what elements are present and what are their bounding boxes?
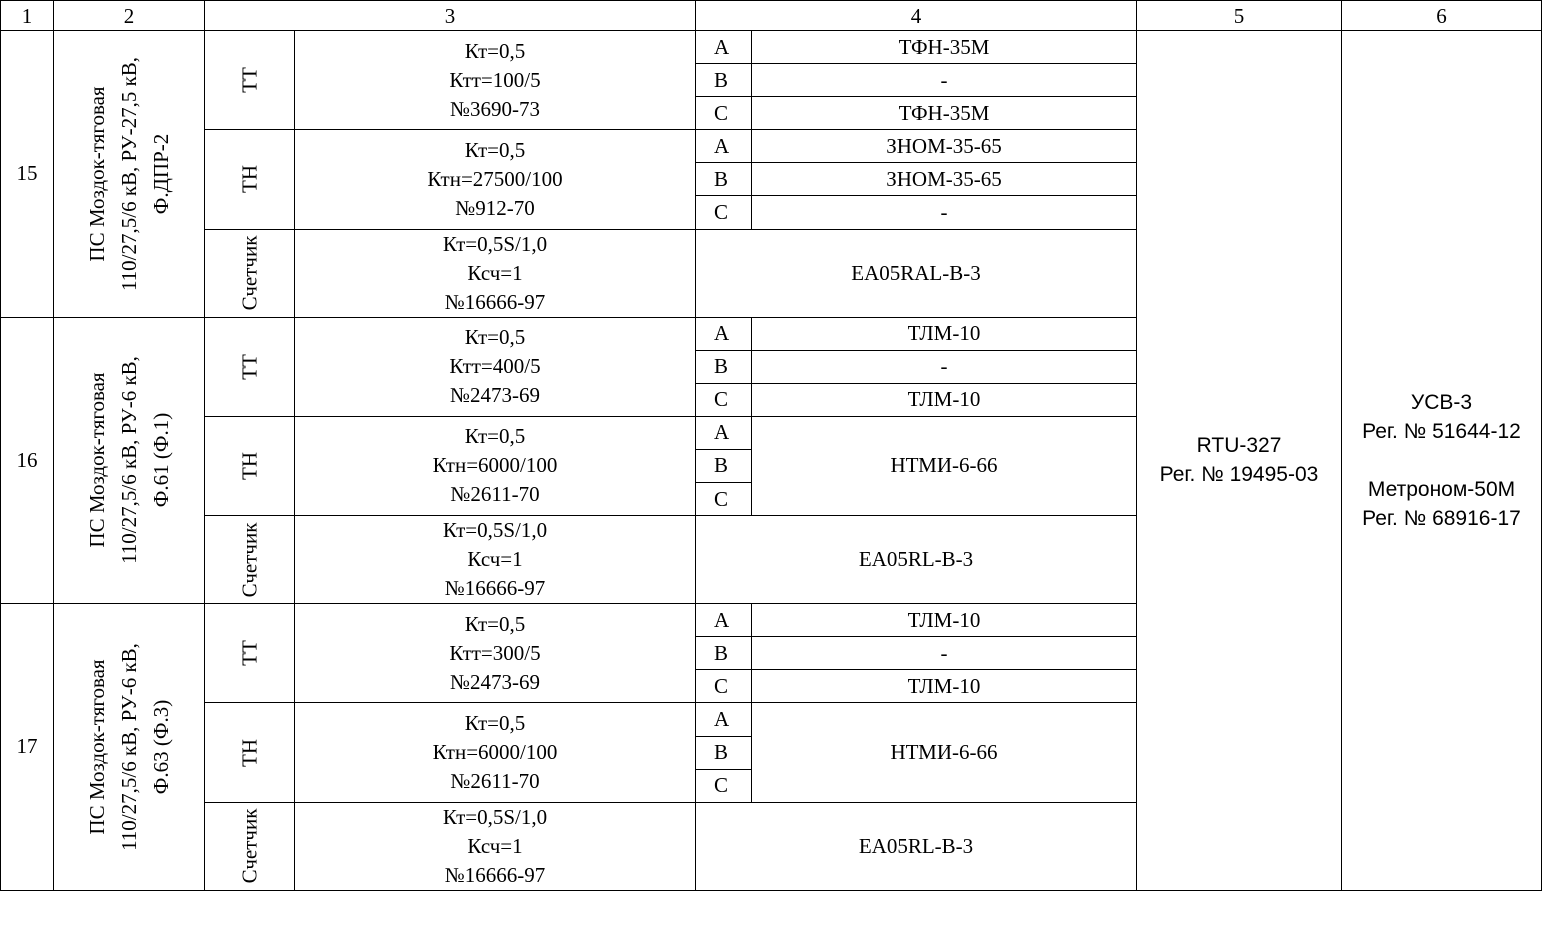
param-line: Ктт=300/5 xyxy=(449,640,541,665)
row-number: 17 xyxy=(1,604,54,891)
param-line: Кт=0,5 xyxy=(464,611,526,636)
sync-line xyxy=(1342,446,1541,475)
phase-label: A xyxy=(696,31,752,64)
controller-cell xyxy=(1137,31,1342,891)
object-line: Ф.63 (Ф.3) xyxy=(149,699,173,795)
object-name xyxy=(54,604,205,891)
object-line: 110/27,5/6 кВ, РУ-27,5 кВ, xyxy=(117,56,141,291)
param-line: Ктн=6000/100 xyxy=(432,453,558,478)
param-line: Ксч=1 xyxy=(467,833,523,858)
sync-line: УСВ-3 xyxy=(1410,390,1473,414)
meter-label: Счетчик xyxy=(205,802,295,890)
phase-model: НТМИ-6-66 xyxy=(752,703,1137,802)
phase-label: B xyxy=(696,449,752,482)
tn-label: ТН xyxy=(205,703,295,802)
phase-model: ЗНОМ-35-65 xyxy=(752,130,1137,163)
tn-params xyxy=(295,416,696,515)
header-col-3: 3 xyxy=(205,1,696,31)
phase-label: A xyxy=(696,416,752,449)
row-number: 16 xyxy=(1,317,54,604)
header-col-4: 4 xyxy=(696,1,1137,31)
object-line: Ф.61 (Ф.1) xyxy=(149,413,173,508)
object-line: ПС Моздок-тяговая xyxy=(85,86,109,262)
phase-label: C xyxy=(696,483,752,516)
controller-line: Рег. № 19495-03 xyxy=(1159,463,1319,487)
phase-model: - xyxy=(752,637,1137,670)
param-line: №912-70 xyxy=(455,195,535,220)
phase-model: - xyxy=(752,64,1137,97)
phase-label: A xyxy=(696,130,752,163)
phase-model: ТЛМ-10 xyxy=(752,383,1137,416)
header-col-1: 1 xyxy=(1,1,54,31)
phase-label: B xyxy=(696,350,752,383)
header-col-6: 6 xyxy=(1342,1,1542,31)
param-line: №16666-97 xyxy=(444,862,546,887)
param-line: Ктн=6000/100 xyxy=(432,740,558,765)
meter-params xyxy=(295,229,696,317)
param-line: Ксч=1 xyxy=(467,260,523,285)
table-row xyxy=(1,31,1542,64)
tt-label: ТТ xyxy=(205,31,295,130)
phase-model: ТЛМ-10 xyxy=(752,317,1137,350)
phase-model: ТЛМ-10 xyxy=(752,604,1137,637)
controller-line: RTU-327 xyxy=(1196,434,1282,458)
tt-params xyxy=(295,604,696,703)
meter-params xyxy=(295,516,696,604)
param-line: Кт=0,5S/1,0 xyxy=(442,518,548,543)
meter-model: EA05RL-B-3 xyxy=(696,516,1137,604)
phase-model: ТФН-35М xyxy=(752,97,1137,130)
param-line: Кт=0,5S/1,0 xyxy=(442,804,548,829)
param-line: №2611-70 xyxy=(450,482,540,507)
param-line: Кт=0,5 xyxy=(464,711,526,736)
phase-label: B xyxy=(696,736,752,769)
phase-model: - xyxy=(752,350,1137,383)
tt-params xyxy=(295,317,696,416)
object-line: Ф.ДПР-2 xyxy=(149,133,173,215)
tt-params xyxy=(295,31,696,130)
object-name xyxy=(54,31,205,318)
object-line: 110/27,5/6 кВ, РУ-6 кВ, xyxy=(117,642,141,851)
header-col-5: 5 xyxy=(1137,1,1342,31)
meter-params xyxy=(295,802,696,890)
param-line: Ктт=400/5 xyxy=(449,354,541,379)
param-line: №16666-97 xyxy=(444,576,546,601)
object-line: ПС Моздок-тяговая xyxy=(85,372,109,548)
tn-label: ТН xyxy=(205,130,295,229)
object-line: ПС Моздок-тяговая xyxy=(85,659,109,835)
param-line: №2473-69 xyxy=(449,669,541,694)
row-number: 15 xyxy=(1,31,54,318)
meter-model: EA05RAL-B-3 xyxy=(696,229,1137,317)
meter-label: Счетчик xyxy=(205,516,295,604)
param-line: №16666-97 xyxy=(444,289,546,314)
param-line: Ксч=1 xyxy=(467,547,523,572)
tn-params xyxy=(295,703,696,802)
sync-line: Рег. № 68916-17 xyxy=(1362,506,1521,530)
phase-label: B xyxy=(696,637,752,670)
sync-line: Метроном-50М xyxy=(1367,477,1516,501)
phase-model: ТФН-35М xyxy=(752,31,1137,64)
phase-label: C xyxy=(696,769,752,802)
phase-label: A xyxy=(696,703,752,736)
param-line: №3690-73 xyxy=(449,96,541,121)
meter-model: EA05RL-B-3 xyxy=(696,802,1137,890)
tt-label: ТТ xyxy=(205,604,295,703)
object-name xyxy=(54,317,205,604)
meter-label: Счетчик xyxy=(205,229,295,317)
phase-label: C xyxy=(696,196,752,229)
tt-label: ТТ xyxy=(205,317,295,416)
sync-line: Рег. № 51644-12 xyxy=(1362,419,1521,443)
param-line: Кт=0,5 xyxy=(464,424,526,449)
header-row xyxy=(1,1,1542,31)
tn-params xyxy=(295,130,696,229)
param-line: Кт=0,5S/1,0 xyxy=(442,231,548,256)
phase-label: B xyxy=(696,163,752,196)
header-col-2: 2 xyxy=(54,1,205,31)
phase-model: НТМИ-6-66 xyxy=(752,416,1137,515)
phase-label: C xyxy=(696,97,752,130)
tn-label: ТН xyxy=(205,416,295,515)
phase-label: A xyxy=(696,317,752,350)
param-line: Кт=0,5 xyxy=(464,137,526,162)
param-line: Кт=0,5 xyxy=(464,325,526,350)
phase-model: - xyxy=(752,196,1137,229)
phase-model: ТЛМ-10 xyxy=(752,670,1137,703)
phase-label: B xyxy=(696,64,752,97)
phase-label: C xyxy=(696,670,752,703)
param-line: №2611-70 xyxy=(450,769,540,794)
phase-label: C xyxy=(696,383,752,416)
time-sync-cell xyxy=(1342,31,1542,891)
phase-label: A xyxy=(696,604,752,637)
object-line: 110/27,5/6 кВ, РУ-6 кВ, xyxy=(117,356,141,565)
phase-model: ЗНОМ-35-65 xyxy=(752,163,1137,196)
param-line: Кт=0,5 xyxy=(464,38,526,63)
param-line: №2473-69 xyxy=(449,383,541,408)
param-line: Ктн=27500/100 xyxy=(427,166,563,191)
param-line: Ктт=100/5 xyxy=(449,67,541,92)
